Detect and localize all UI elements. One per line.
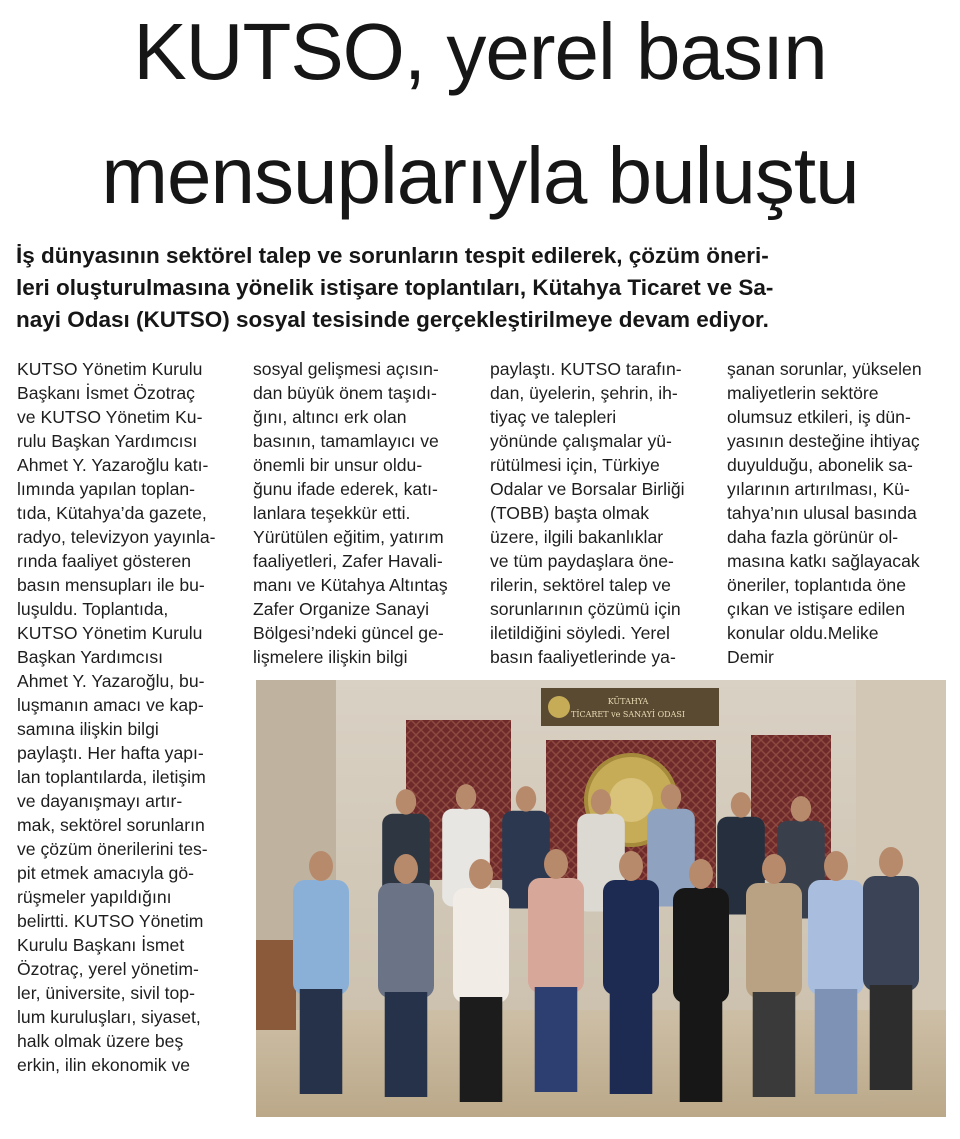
article-line: şanan sorunlar, yükselen [727, 359, 922, 379]
article-line: Başkan Yardımcısı [17, 647, 164, 667]
article-line: pit etmek amacıyla gö- [17, 863, 194, 883]
article-line: lişmelere ilişkin bilgi [253, 647, 408, 667]
article-line: ve KUTSO Yönetim Ku- [17, 407, 203, 427]
article-line: Ahmet Y. Yazaroğlu katı- [17, 455, 209, 475]
article-line: tiyaç ve talepleri [490, 407, 617, 427]
article-line: faaliyetleri, Zafer Havali- [253, 551, 443, 571]
article-line: rında faaliyet gösteren [17, 551, 192, 571]
article-line: sorunlarının çözümü için [490, 599, 681, 619]
article-line: ve dayanışmayı artır- [17, 791, 183, 811]
subheadline-line: nayi Odası (KUTSO) sosyal tesisinde gerçekleştirilmeye devam ediyor. [16, 307, 769, 332]
photo-sign-line-1: KÜTAHYA [607, 697, 649, 706]
article-line: radyo, televizyon yayınla- [17, 527, 216, 547]
article-line: lanlara teşekkür etti. [253, 503, 411, 523]
article-line: Başkanı İsmet Özotraç [17, 383, 195, 403]
article-line: yılarının artırılması, Kü- [727, 479, 910, 499]
article-line: rulu Başkan Yardımcısı [17, 431, 198, 451]
article-line: konular oldu.Melike [727, 623, 879, 643]
article-line: lımında yapılan toplan- [17, 479, 195, 499]
article-line: önemli bir unsur oldu- [253, 455, 423, 475]
subheadline [16, 240, 946, 336]
article-column-2 [253, 357, 448, 669]
article-line: samına ilişkin bilgi [17, 719, 159, 739]
article-line: paylaştı. KUTSO tarafın- [490, 359, 682, 379]
article-line: dan, üyelerin, şehrin, ih- [490, 383, 678, 403]
article-line: olumsuz etkileri, iş dün- [727, 407, 911, 427]
article-line: çıkan ve istişare edilen [727, 599, 905, 619]
subheadline-line: leri oluşturulmasına yönelik istişare toplantıları, Kütahya Ticaret ve Sa- [16, 275, 774, 300]
article-line: erkin, ilin ekonomik ve [17, 1055, 191, 1075]
article-line: daha fazla görünür ol- [727, 527, 899, 547]
article-column-4 [727, 357, 922, 669]
article-line: maliyetlerin sektöre [727, 383, 879, 403]
article-line: paylaştı. Her hafta yapı- [17, 743, 204, 763]
article-line: ler, üniversite, sivil top- [17, 983, 195, 1003]
headline-line-1: KUTSO, yerel basın [133, 7, 827, 96]
article-line: Ahmet Y. Yazaroğlu, bu- [17, 671, 205, 691]
article-line: (TOBB) başta olmak [490, 503, 650, 523]
article-line: Demir [727, 647, 774, 667]
article-line: öneriler, toplantıda öne [727, 575, 907, 595]
article-line: Özotraç, yerel yönetim- [17, 959, 199, 979]
article-column-1 [17, 357, 216, 1077]
article-line: Odalar ve Borsalar Birliği [490, 479, 685, 499]
article-line: basının, tamamlayıcı ve [253, 431, 439, 451]
article-line: Zafer Organize Sanayi [253, 599, 430, 619]
photo-sign-line-2: TİCARET ve SANAYİ ODASI [570, 710, 686, 719]
article-line: manı ve Kütahya Altıntaş [253, 575, 448, 595]
article-line: KUTSO Yönetim Kurulu [17, 623, 203, 643]
group-photo [256, 680, 946, 1117]
article-line: lan toplantılarda, iletişim [17, 767, 206, 787]
article-line: basın mensupları ile bu- [17, 575, 205, 595]
article-line: duyulduğu, abonelik sa- [727, 455, 913, 475]
article-line: halk olmak üzere beş [17, 1031, 184, 1051]
article-line: rütülmesi için, Türkiye [490, 455, 660, 475]
article-line: sosyal gelişmesi açısın- [253, 359, 439, 379]
article-line: ğunu ifade ederek, katı- [253, 479, 438, 499]
article-line: belirtti. KUTSO Yönetim [17, 911, 204, 931]
article-line: yasının desteğine ihtiyaç [727, 431, 920, 451]
article-line: Yürütülen eğitim, yatırım [253, 527, 444, 547]
article-line: rilerin, sektörel talep ve [490, 575, 671, 595]
headline-line-2: mensuplarıyla buluştu [101, 131, 859, 220]
article-line: üzere, ilgili bakanlıklar [490, 527, 664, 547]
article-column-3 [490, 357, 685, 669]
article-line: masına katkı sağlayacak [727, 551, 920, 571]
article-line: KUTSO Yönetim Kurulu [17, 359, 203, 379]
article-line: ğını, altıncı erk olan [253, 407, 407, 427]
article-line: ve tüm paydaşlara öne- [490, 551, 674, 571]
article-line: mak, sektörel sorunların [17, 815, 205, 835]
article-line: Kurulu Başkanı İsmet [17, 935, 185, 955]
article-line: iletildiğini söyledi. Yerel [490, 623, 670, 643]
article-line: rüşmeler yapıldığını [17, 887, 172, 907]
article-line: yönünde çalışmalar yü- [490, 431, 672, 451]
article-line: luşuldu. Toplantıda, [17, 599, 169, 619]
article-line: Bölgesi’ndeki güncel ge- [253, 623, 444, 643]
subheadline-line: İş dünyasının sektörel talep ve sorunların tespit edilerek, çözüm öneri- [16, 243, 769, 268]
article-line: lum kuruluşları, siyaset, [17, 1007, 201, 1027]
article-line: tahya’nın ulusal basında [727, 503, 917, 523]
article-line: dan büyük önem taşıdı- [253, 383, 437, 403]
article-line: luşmanın amacı ve kap- [17, 695, 204, 715]
article-line: tıda, Kütahya’da gazete, [17, 503, 207, 523]
article-line: basın faaliyetlerinde ya- [490, 647, 676, 667]
article-line: ve çözüm önerilerini tes- [17, 839, 208, 859]
